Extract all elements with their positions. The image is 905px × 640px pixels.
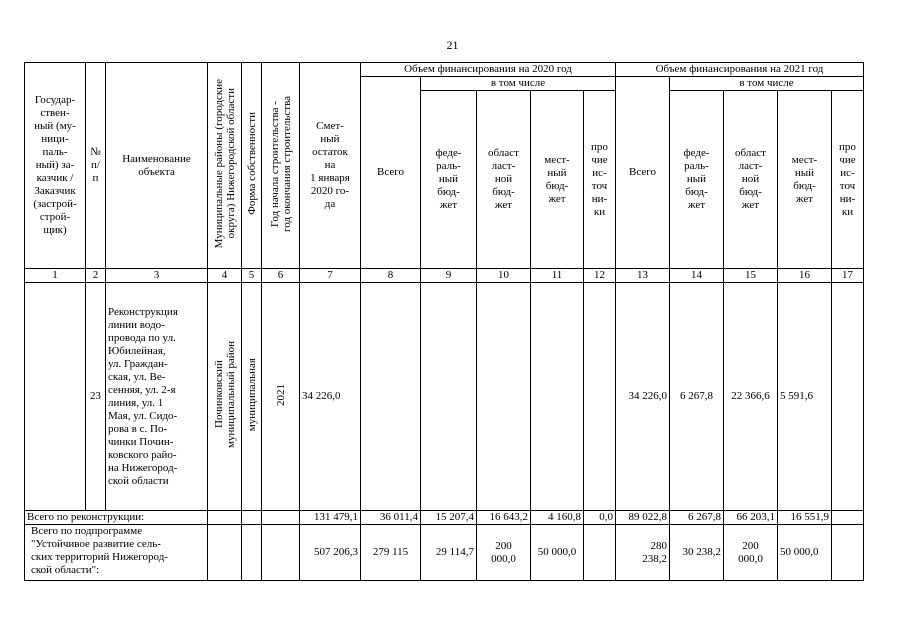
total-2021-cell: 34 226,0 [616, 283, 670, 511]
header-other-2021: про чие ис- точ ни- ки [832, 91, 864, 269]
page-number: 21 [446, 38, 459, 52]
recon-c9: 15 207,4 [421, 511, 477, 525]
header-years: Год начала строительства - год окончания строительства [262, 63, 300, 269]
column-number: 16 [778, 269, 832, 283]
cell [242, 511, 262, 525]
sub-c8: 279 115 [361, 525, 421, 581]
column-number: 15 [724, 269, 778, 283]
cell [421, 283, 477, 511]
subprogram-total-label: Всего по подпрограмме "Устойчивое развитие сель- ских территорий Нижегород- ской области": [25, 525, 208, 581]
cell [584, 525, 616, 581]
cell [832, 525, 864, 581]
sub-c13: 280 238,2 [616, 525, 670, 581]
header-customer: Государ- ствен- ный (му- ници- паль- ный) за- казчик / Заказчик (застрой- строй- щик) [25, 63, 86, 269]
column-number: 3 [106, 269, 208, 283]
header-district: Муниципальные районы (городские округа) Нижегородской области [208, 63, 242, 269]
header-federal-2021: феде- раль- ный бюд- жет [670, 91, 724, 269]
header-federal-2020: феде- раль- ный бюд- жет [421, 91, 477, 269]
sub-c11: 50 000,0 [531, 525, 584, 581]
header-fin-2021: Объем финансирования на 2021 год [616, 63, 864, 77]
column-number: 14 [670, 269, 724, 283]
header-fin-2020: Объем финансирования на 2020 год [361, 63, 616, 77]
header-ownership: Форма собственности [242, 63, 262, 269]
cell [531, 283, 584, 511]
column-number: 11 [531, 269, 584, 283]
cell [262, 511, 300, 525]
column-number: 9 [421, 269, 477, 283]
balance-cell: 34 226,0 [300, 283, 361, 511]
column-number: 12 [584, 269, 616, 283]
cell [832, 283, 864, 511]
cell [832, 511, 864, 525]
column-numbers-row [25, 269, 864, 283]
recon-c13: 89 022,8 [616, 511, 670, 525]
cell [584, 283, 616, 511]
header-other-2020: про чие ис- точ ни- ки [584, 91, 616, 269]
year-cell: 2021 [262, 283, 300, 511]
column-number: 1 [25, 269, 86, 283]
sub-c7: 507 206,3 [300, 525, 361, 581]
header-object-name: Наименование объекта [106, 63, 208, 269]
sub-c14: 30 238,2 [670, 525, 724, 581]
header-total-2021: Всего [616, 77, 670, 269]
column-number: 4 [208, 269, 242, 283]
cell [477, 283, 531, 511]
ownership-cell: муниципальная [242, 283, 262, 511]
federal-2021-cell: 6 267,8 [670, 283, 724, 511]
cell [208, 511, 242, 525]
object-name: Реконструкция линии водо- провода по ул. Юбилейная, ул. Граждан- ская, ул. Ве- сенняя, ул. 2-я линия, ул. 1 Мая, ул. Сидо- рова в с. По- чинки Почин- ковского райо- на Нижегород- ской области [106, 283, 208, 511]
recon-c11: 4 160,8 [531, 511, 584, 525]
column-number: 8 [361, 269, 421, 283]
recon-c14: 6 267,8 [670, 511, 724, 525]
recon-c12: 0,0 [584, 511, 616, 525]
cell [262, 525, 300, 581]
header-local-2020: мест- ный бюд- жет [531, 91, 584, 269]
column-number: 13 [616, 269, 670, 283]
header-incl-2021: в том числе [670, 77, 864, 91]
local-2021-cell: 5 591,6 [778, 283, 832, 511]
sub-c10: 200 000,0 [477, 525, 531, 581]
header-local-2021: мест- ный бюд- жет [778, 91, 832, 269]
header-total-2020: Всего [361, 77, 421, 269]
subprogram-total-row [25, 525, 864, 581]
header-regional-2021: област ласт- ной бюд- жет [724, 91, 778, 269]
header-incl-2020: в том числе [421, 77, 616, 91]
sub-c16: 50 000,0 [778, 525, 832, 581]
cell [208, 525, 242, 581]
district-cell: Починковский муниципальный район [208, 283, 242, 511]
header-balance: Смет- ный остаток на 1 января 2020 го- да [300, 63, 361, 269]
recon-c8: 36 011,4 [361, 511, 421, 525]
row-number: 23 [86, 283, 106, 511]
recon-c7: 131 479,1 [300, 511, 361, 525]
cell [361, 283, 421, 511]
column-number: 6 [262, 269, 300, 283]
recon-c15: 66 203,1 [724, 511, 778, 525]
sub-c9: 29 114,7 [421, 525, 477, 581]
recon-c10: 16 643,2 [477, 511, 531, 525]
regional-2021-cell: 22 366,6 [724, 283, 778, 511]
table-row [25, 283, 864, 511]
column-number: 2 [86, 269, 106, 283]
reconstruction-total-row [25, 511, 864, 525]
header-number: № п/ п [86, 63, 106, 269]
sub-c15: 200 000,0 [724, 525, 778, 581]
column-number: 10 [477, 269, 531, 283]
header-regional-2020: област ласт- ной бюд- жет [477, 91, 531, 269]
column-number: 5 [242, 269, 262, 283]
financing-table [24, 62, 864, 581]
column-number: 7 [300, 269, 361, 283]
cell [242, 525, 262, 581]
column-number: 17 [832, 269, 864, 283]
customer-cell [25, 283, 86, 511]
reconstruction-total-label: Всего по реконструкции: [25, 511, 208, 525]
recon-c16: 16 551,9 [778, 511, 832, 525]
